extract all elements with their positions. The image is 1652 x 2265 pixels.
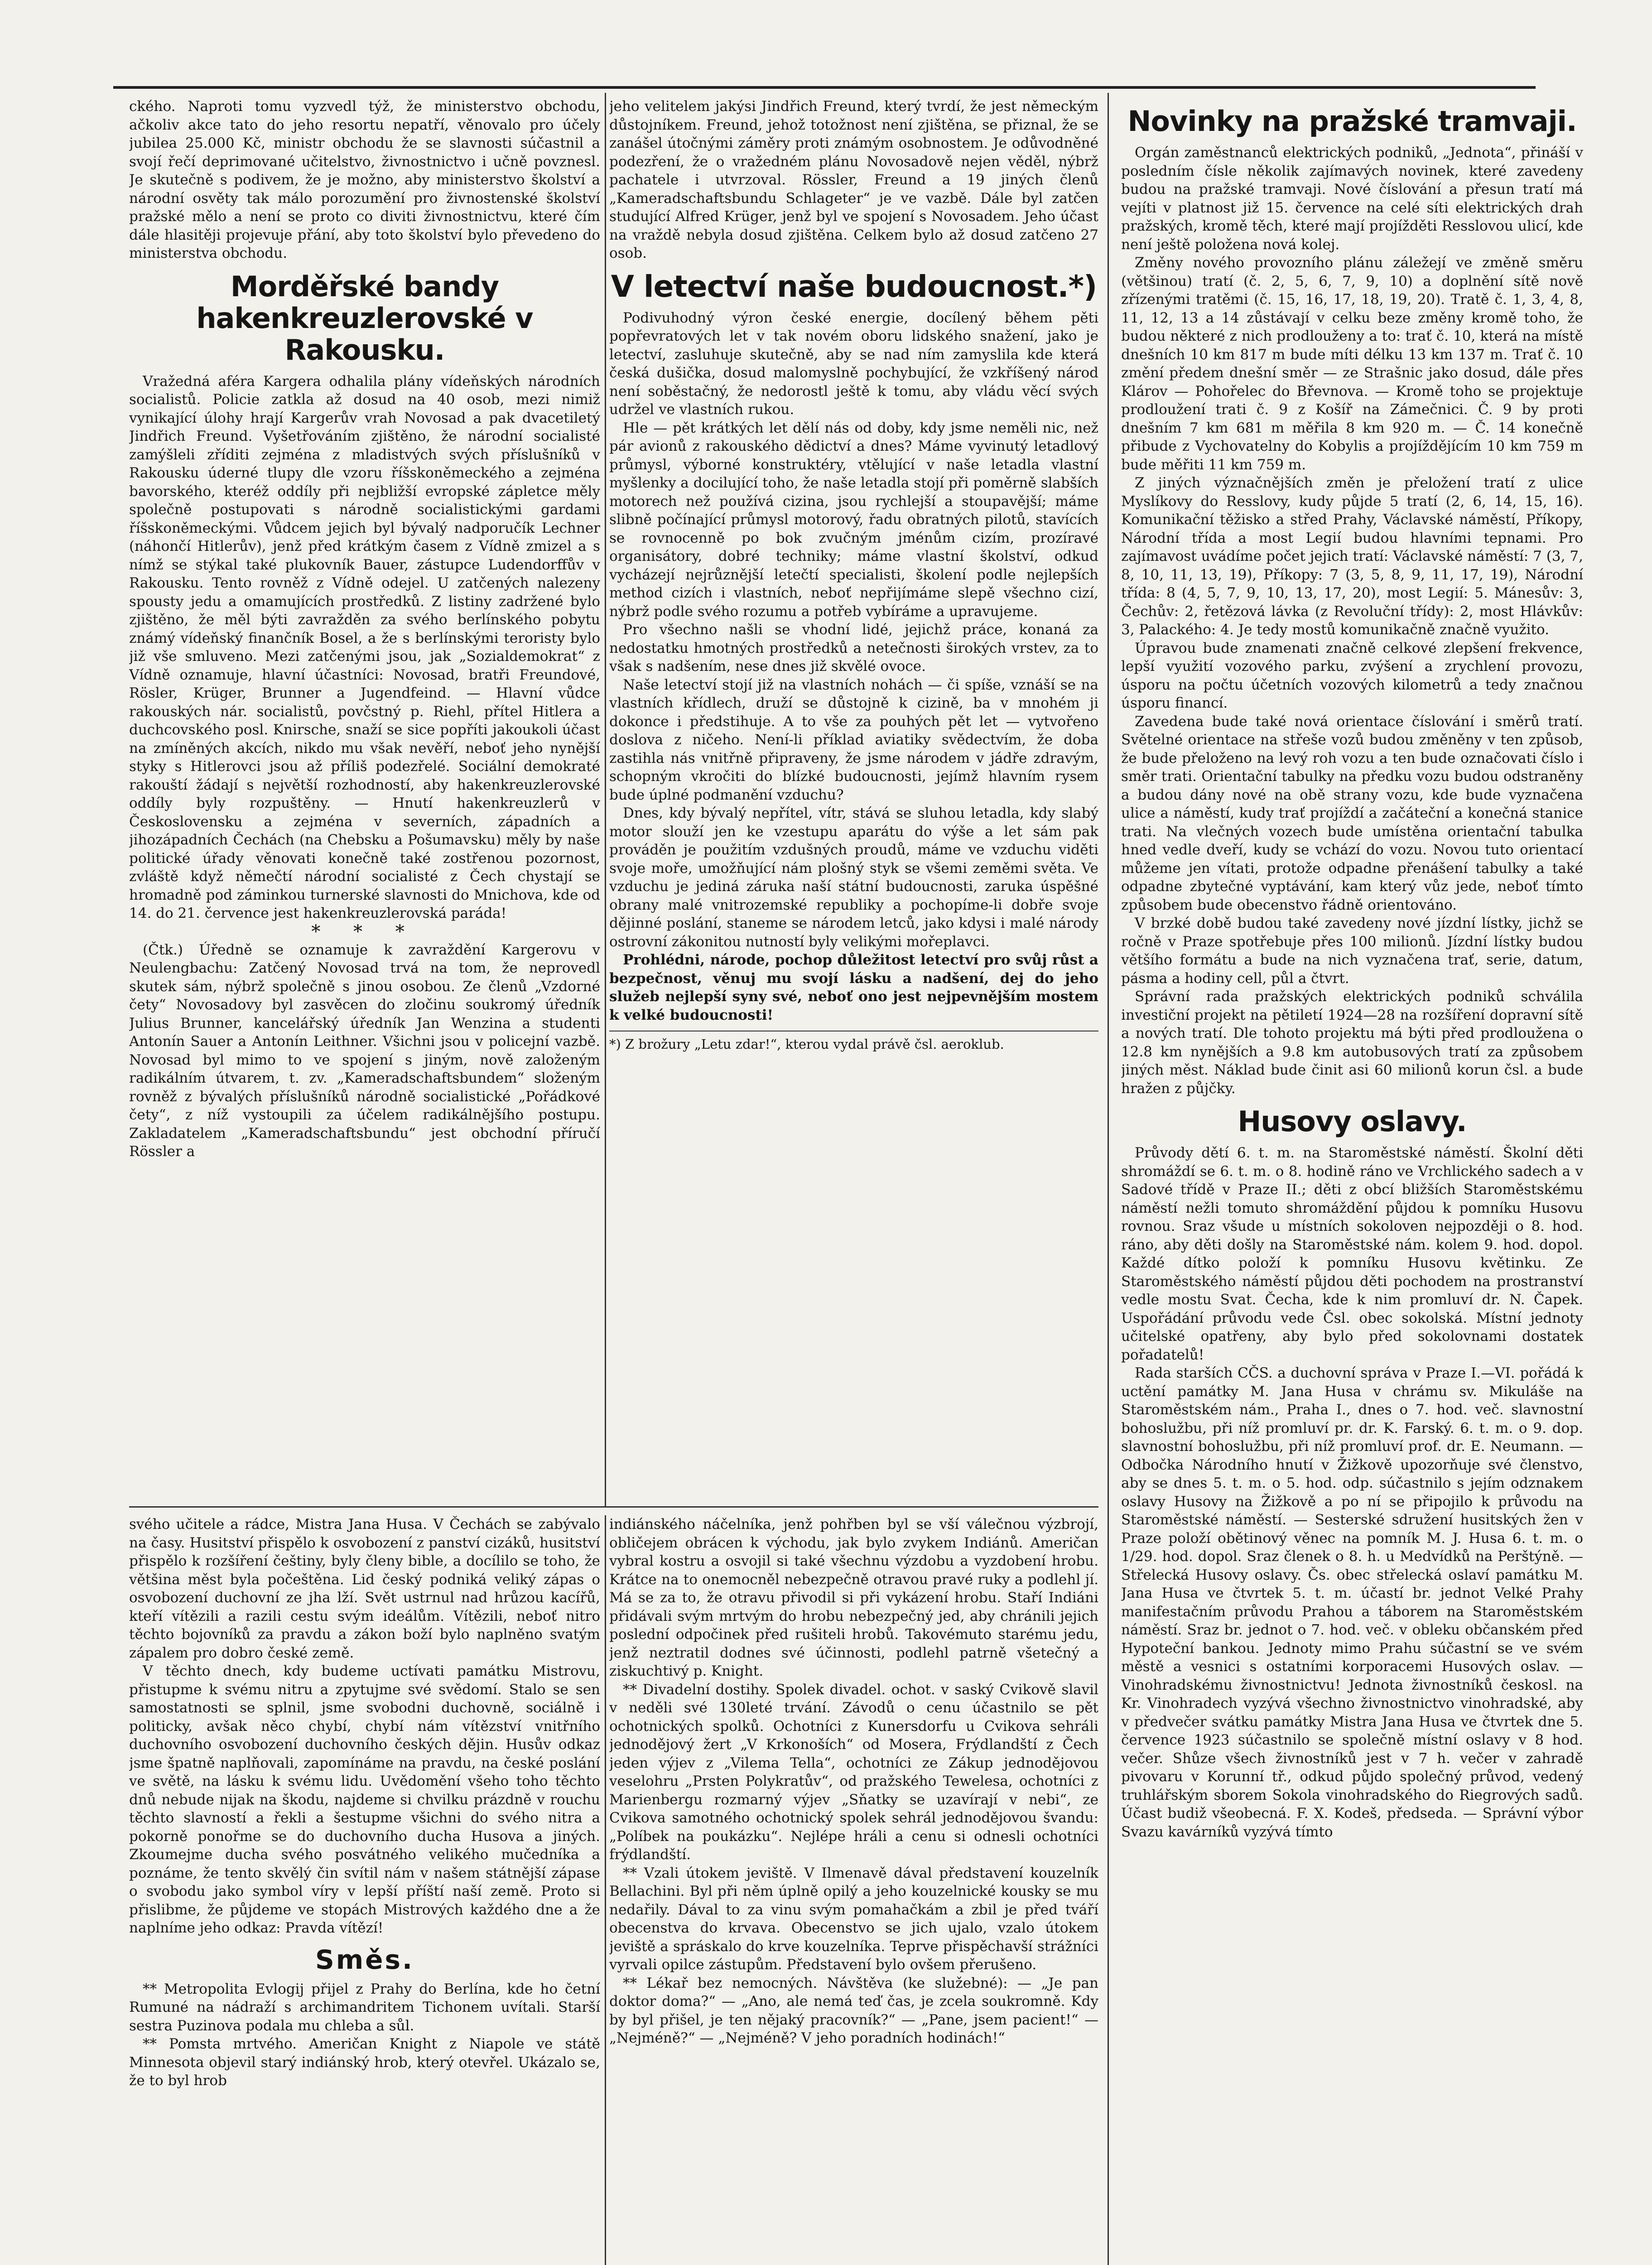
news-item: ** Lékař bez nemocných. Návštěva (ke služebné): — „Je pan doktor doma?“ — „Ano, ale nemá teď čas, je zcela soukromně. Kdy by byl přišel, je ten nějaký pracovník?“ — „Pane, jsem pacient!“ — „Nejméně?“ — „Nejméně? V jeho poradních hodinách!“ bbox=[609, 1975, 1098, 2046]
column-divider bbox=[605, 93, 606, 1506]
article-paragraph: Naše letectví stojí již na vlastních nohách — či spíše, vznáší se na vlastních křídlech, druží se důstojně k cizině, ba v mnohém ji dokonce i předstihuje. A to vše za pouhých pět let — vytvořeno doslova z ničeho. Není-li příklad aviatiky svědectvím, že doba zastihla nás vnitřně připraveny, že jsme národem v jádře zdravým, schopným vkročiti do blízké budoucnosti, jejímž hlavním rysem bude úplné podmanění vzduchu? bbox=[609, 676, 1098, 803]
article-paragraph: Pro všechno našli se vhodní lidé, jejichž práce, konaná za nedostatku hmotných prostředků a netečnosti širokých vrstev, za to však s nadšením, nese dnes již skvělé ovoce. bbox=[609, 622, 1098, 675]
article-paragraph: Změny nového provozního plánu záležejí ve změně směru (většinou) tratí (č. 2, 5, 6, 7, 9, 10) a doplnění sítě nově zřízenými tratěmi (č. 15, 16, 17, 18, 19, 20). Tratě č. 1, 3, 4, 8, 11, 12, 13 a 14 zůstávají v celku beze změny kromě toho, že budou některé z nich prodlouženy a to: trať č. 10, která na místě dnešních 10 km 817 m bude míti délku 13 km 137 m. Trať č. 10 změní předem dnešní směr — ze Strašnic jako dosud, dále přes Klárov — Pohořelec do Břevnova. — Kromě toho se projektuje prodloužení trati č. 9 z Košíř na Zámečnici. Č. 9 by proti dnešním 7 km 681 m měřila 8 km 920 m. — Č. 14 konečně přibude z Vychovatelny do Kobylis a projíždějícím 10 km 759 m bude měřiti 11 km 759 m. bbox=[1121, 255, 1583, 473]
article-paragraph: Rada starších CČS. a duchovní správa v Praze I.—VI. pořádá k uctění památky M. Jana Husa v chrámu sv. Mikuláše na Staroměstském nám., Praha I., dnes o 7. hod. več. slavnostní bohoslužbu, při níž promluví pr. dr. K. Farský. 6. t. m. o 9. dop. slavnostní bohoslužbu, při níž promluví prof. dr. E. Neumann. — Odbočka Národního hnutí v Žižkově upozorňuje své členstvo, aby se dnes 5. t. m. o 5. hod. odp. súčastnilo s jejím odznakem oslavy Husovy na Žižkově a po ní se připojilo k průvodu na Staroměstské náměstí. — Sesterské sdružení husitských žen v Praze položí obětinový věnec na pomník M. J. Husa 6. t. m. o 1/29. hod. dopol. Sraz členek o 8. h. u Medvídků na Perštýně. — Střelecká Husovy oslavy. Čs. obec střelecká oslaví památku M. Jana Husa ve čtvrtek 5. t. m. účastí br. jednot Velké Prahy manifestačním průvodu Prahou a táborem na Staroměstském náměstí. Sraz br. jednot o 7. hod. več. v obleku občanském před Hypoteční bankou. Jednoty mimo Prahu súčastní se ve svém městě a vesnici s ostatními korporacemi Husových oslav. — Vinohradskému živnostnictvu! Jednota živnostníků českosl. na Kr. Vinohradech vyzývá všechno živnostnictvo vinohradské, aby v předvečer svátku památky Mistra Jana Husa ve čtvrtek dne 5. července 1923 súčastnilo se společně místní oslavy v 8 hod. večer. Shůze všech živnostníků jest v 7 h. večer v zahradě pivovaru v Korunní tř., odkud půjdo společný průvod, vedený truhlářským sborem Sokola vinohradského do Riegrových sadů. Účast budiž všeobecná. F. X. Kodeš, předseda. — Správní výbor Svazu kavárníků vyzývá tímto bbox=[1121, 1365, 1583, 1840]
headline-husovy-oslavy: Husovy oslavy. bbox=[1238, 1105, 1467, 1138]
article-paragraph: Průvody dětí 6. t. m. na Staroměstské náměstí. Školní děti shromáždí se 6. t. m. o 8. hodině ráno ve Vrchlického sadech a v Sadové třídě v Praze II.; děti z obcí bližších Staroměstskému náměstí nežli tomuto shromáždění půjdou k pomníku Husovu rovnou. Sraz všude u místních sokoloven nejpozději o 8. hod. ráno, aby děti došly na Staroměstské nám. kolem 9. hod. dopol. Každé dítko položí k pomníku Husovu květinku. Ze Staroměstského náměstí půjdou děti pochodem na prostranství vedle mostu Svat. Čecha, kde k nim promluví dr. N. Čapek. Uspořádání průvodu vede Čsl. obec sokolská. Místní jednoty učitelské opatřeny, aby bylo před sokolovnami dostatek pořadatelů! bbox=[1121, 1145, 1583, 1363]
news-item: ** Metropolita Evlogij přijel z Prahy do Berlína, kde ho četní Rumuné na nádraží s archimandritem Tichonem uvítali. Starší sestra Puzinova podala mu chleba a sůl. bbox=[129, 1981, 600, 2034]
article-paragraph: Dnes, kdy bývalý nepřítel, vítr, stává se sluhou letadla, kdy slabý motor slouží jen ke vzestupu aparátu do výše a let sám pak prováděn je použitím vzdušných proudů, máme ve vzduchu viděti svoje moře, umožňující nám plošný styk se všemi zeměmi světa. Ve vzduchu je jediná záruka naší státní budoucnosti, zaruka úspěšné obrany malé vnitrozemské republiky a pochopíme-li dobře svoje dějinné poslání, staneme se národem letců, jako kdysi i malé národy ostrovní zákonitou nutností byly velikými mořeplavci. bbox=[609, 805, 1098, 950]
article-paragraph: V těchto dnech, kdy budeme uctívati památku Mistrovu, přistupme k svému nitru a zpytujme své svědomí. Stalo se sen samostatnosti se splnil, jsme svobodni duchovně, sociálně i politicky, avšak něco chybí, chybí nám vítězství vnitřního duchovního osvobození duchovního českých dějin. Husův odkaz jsme špatně naplňovali, zapomínáme na pravdu, na české poslání ve světě, na lásku k svému lidu. Uvědomění všeho toho těchto dnů nebude nijak na škodu, najdeme si chvilku prázdně v rouchu těchto slavností a řekli a šestupme všichni do svého nitra a pokorně ponořme se do duchovního ducha Husova a jiných. Zkoumejme ducha svého posvátného velikého mučedníka a poznáme, že tento skvělý čin svítil nám v našem státnější zápase o svobodu jako symbol víry v lepší příští naší země. Proto si přislibme, že půjdeme ve stopách Mistrových každého dne a že naplníme jeho odkaz: Pravda vítězí! bbox=[129, 1663, 600, 1936]
news-item: ** Vzali útokem jeviště. V Ilmenavě dával představení kouzelník Bellachini. Byl při něm úplně opilý a jeho kouzelnické kousky se mu nedařily. Dával to za vinu svým pomahačkám a zbil je před tváří obecenstva do krvava. Obecenstvo se jich ujalo, vzalo útokem jeviště a spráskalo do krve kouzelníka. Teprve přispěchavší strážníci vyrvali opilce zástupům. Představení bylo ovšem přerušeno. bbox=[609, 1865, 1098, 1973]
article-paragraph-bold: Prohlédni, národe, pochop důležitost letectví pro svůj růst a bezpečnost, věnuj mu svojí lásku a nadšení, dej do jeho služeb nejlepší syny své, neboť ono jest nejpevnějším mostem k velké budoucnosti! bbox=[609, 952, 1098, 1023]
article-continuation: indiánského náčelníka, jenž pohřben byl se vší válečnou výzbrojí, obličejem obrácen k východu, jak bylo zvykem Indiánů. Američan vybral kostru a osvojil si také všechnu výzdobu a vyzdobení hrobu. Krátce na to onemocněl nebezpečně otravou pravé ruky a podlehl jí. Má se za to, že otravu přivodil si při vykázení hrobu. Staří Indiáni přidávali svým mrtvým do hrobu nebezpečný jed, aby chránili jejich poslední odpočinek před rušiteli hrobů. Takovémuto starému jedu, jenž neztratil dodnes své účinnosti, podlehl patrně všetečný a ziskuchtivý p. Knight. bbox=[609, 1516, 1098, 1679]
section-divider bbox=[129, 1506, 1098, 1508]
bottom-section bbox=[129, 1515, 1098, 2265]
news-item: ** Pomsta mrtvého. Američan Knight z Niapole ve státě Minnesota objevil starý indiánský hrob, který otevřel. Ukázalo se, že to byl hrob bbox=[129, 2036, 600, 2089]
article-paragraph: Podivuhodný výron české energie, docílený během pěti popřevratových let v tak novém oboru lidského snažení, jako je letectví, zasluhuje skutečně, aby se nad ním zamyslila kde která česká dušička, dosud malomyslně pochybující, že vzkříšený národ není soběstačný, že nedorostl ještě k tomu, aby vládu věcí svých udržel ve vlastních rukou. bbox=[609, 309, 1098, 418]
column-1 bbox=[129, 97, 600, 1475]
article-paragraph: (Čtk.) Úředně se oznamuje k zavraždění Kargerovu v Neulengbachu: Zatčený Novosad trvá na tom, že neprovedl skutek sám, nýbrž společně s jinou osobou. Ze členů „Vzdorné čety“ Novosadovy byl zasvěcen do zločinu soukromý úředník Julius Brunner, kancelářský úředník Jan Wenzina a studenti Antonín Sauer a Antonín Leithner. Všichni jsou v policejní vazbě. Novosad byl mimo to ve spojení s jiným, nově založeným radikálním útvarem, t. zv. „Kameradschaftsbundem“ složeným rovněž z bývalých příslušníků národně socialistické „Pořádkové čety“, z níž vystoupili za účelem radikálnějšího postupu. Zakladatelem „Kameradschaftsbundu“ jest obchodní příručí Rössler a bbox=[129, 941, 600, 1160]
article-paragraph: Správní rada pražských elektrických podniků schválila investiční projekt na pětiletí 1924—28 na rozšíření dopravní sítě a nových tratí. Dle tohoto projektu má býti před prodloužena o 12.8 km nynějších a 9.8 km autobusových tratí za způsobem jiných měst. Náklad bude činit asi 60 milionů korun čsl. a bude hražen z půjčky. bbox=[1121, 988, 1583, 1097]
column-divider bbox=[1108, 93, 1109, 2265]
article-paragraph: Úpravou bude znamenati značně celkové zlepšení frekvence, lepší využití vozového parku, zvýšení a zrychlení provozu, úsporu na počtu účetních vozových kilometrů a tedy značnou úsporu financí. bbox=[1121, 640, 1583, 711]
headline-tramvaj: Novinky na pražské tramvaji. bbox=[1127, 105, 1577, 138]
article-paragraph: Zavedena bude také nová orientace číslování i směrů tratí. Světelné orientace na střeše vozů budou změněny v ten způsob, že bude přeloženo na levý roh vozu a ten bude označovati číslo i směr trati. Orientační tabulky na předku vozu budou odstraněny a budou dány nové na obě strany vozu, kde bude vyznačena ulice a náměstí, kudy trať projíždí a začáteční a konečná stanice trati. Na vlečných vozech bude umístěna orientační tabulka hned vedle dveří, kudy se vchází do vozu. Novou tuto orientací můžeme jen vítati, protože odpadne přenášení tabulky a také odpadne zbytečné vyptávání, kam který vůz jede, neboť tímto způsobem bude obecenstvo řádně orientováno. bbox=[1121, 713, 1583, 913]
article-continuation: jeho velitelem jakýsi Jindřich Freund, který tvrdí, že jest německým důstojníkem. Freund, jehož totožnost není zjištěna, se přiznal, že se zanášel útočnými záměry proti známým osobnostem. Je odůvodněné podezření, že o vražedném plánu Novosadově nejen věděl, nýbrž pachatele i utvrzoval. Rössler, Freund a 19 jiných členů „Kameradschaftsbundu Schlageter“ je ve vazbě. Dále byl zatčen studující Alfred Krüger, jenž byl ve spojení s Novosadem. Jeho účast na vraždě nebyla dosud zjištěna. Celkem bylo až dosud zatčeno 27 osob. bbox=[609, 98, 1098, 261]
article-paragraph: V brzké době budou také zavedeny nové jízdní lístky, jichž se ročně v Praze spotřebuje přes 100 milionů. Jízdní lístky budou většího formátu a bude na nich vyznačena trať, serie, datum, pásma a hodiny cell, půl a čtvrt. bbox=[1121, 915, 1583, 987]
headline-smes: Směs. bbox=[315, 1944, 414, 1975]
article-paragraph: Orgán zaměstnanců elektrických podniků, „Jednota“, přináší v posledním čísle několik zajímavých novinek, které zavedeny budou na pražské tramvaji. Nové číslování a přesun tratí má vejíti v platnost již 15. července na celé síti elektrických drah pražských, kromě těch, které mají projížděti Resslovou ulicí, kde není ještě položena nová kolej. bbox=[1121, 145, 1583, 253]
separator-stars: * * * bbox=[311, 921, 418, 942]
column-4 bbox=[129, 1515, 600, 2265]
top-rule bbox=[113, 86, 1536, 89]
footnote: *) Z brožury „Letu zdar!“, kterou vydal právě čsl. aeroklub. bbox=[609, 1031, 1098, 1054]
column-5 bbox=[609, 1515, 1098, 2265]
news-item: ** Divadelní dostihy. Spolek divadel. ochot. v saský Cvikově slavil v neděli své 130leté trvání. Závodů o cenu účastnilo se pět ochotnických spolků. Ochotníci z Kunersdorfu u Cvikova sehráli jednodějový žert „V Krkonoších“ od Mosera, Frýdlandští z Čech jeden výjev z „Vilema Tella“, ochotníci ze Zákup jednodějovou veselohru „Prsten Polykratův“, od pražského Tewelesa, ochotníci z Marienbergu rozmarný výjev „Sňatky se uzavírají v nebi“, ze Cvikova samotného ochotnický spolek sehrál jednodějovou švandu: „Políbek na poukázku“. Nejlépe hráli a cenu si odnesli ochotníci frýdlandští. bbox=[609, 1681, 1098, 1863]
column-3 bbox=[1121, 97, 1583, 2265]
headline-letectvi: V letectví naše budoucnost.*) bbox=[611, 269, 1097, 304]
article-paragraph: Z jiných význačnějších změn je přeložení tratí z ulice Myslíkovy do Resslovy, kudy půjde 5 tratí (2, 6, 14, 15, 16). Komunikační těžisko a střed Prahy, Václavské náměstí, Příkopy, Národní třída a most Legií budou hlavními tepnami. Pro zajímavost uvádíme počet jejich tratí: Václavské náměstí: 7 (3, 7, 8, 10, 11, 13, 19), Příkopy: 7 (3, 5, 8, 9, 11, 17, 19), Národní třída: 8 (4, 5, 7, 9, 10, 13, 17, 20), most Legií: 5. Mánesův: 3, Čechův: 2, řetězová lávka (z Revoluční třídy): 2, most Hlávkův: 3, Palackého: 4. Je tedy mostů komunikačně značně využito. bbox=[1121, 475, 1583, 638]
article-continuation: ckého. Naproti tomu vyzvedl týž, že ministerstvo obchodu, ačkoliv akce tato do jeho resortu nepatří, věnovalo pro účely jubilea 25.000 Kč, ministr obchodu že se slavnosti súčastnil a svojí řečí deprimované učitelstvo, živnostnictvo i učně povznesl. Je skutečně s podivem, že je možno, aby ministerstvo školství a národní osvěty tak málo porozumění pro živnostenské školství pražské mělo a není se proto co diviti živnostnictvu, které čím dále hlasitěji projevuje přání, aby toto školství bylo převedeno do ministerstva obchodu. bbox=[129, 98, 600, 261]
article-paragraph: Vražedná aféra Kargera odhalila plány vídeňských národních socialistů. Policie zatkla až dosud na 40 osob, mezi nimiž vynikající úlohy hrají Kargerův vrah Novosad a pak dvacetiletý Jindřich Freund. Vyšetřováním zjištěno, že národní socialisté zamýšleli zříditi zejména z mladistvých svých příslušníků v Rakousku úderné tlupy dle vzoru říšskoněmeckého a zejména bavorského, kteréž oddíly při nejbližší evropské zápletce měly společně postupovati s národně socialistickými gardami říšskoněmeckými. Vůdcem jejich byl bývalý nadporučík Lechner (náhončí Hitlerův), jenž před krátkým časem z Vídně zmizel a s nímž se stýkal také plukovník Bauer, zástupce Ludendorffův v Rakousku. Tento rovněž z Vídně odejel. U zatčených nalezeny spousty jedu a omamujících prostředků. Z listiny zadržené bylo zjištěno, že měl býti zavražděn za svého berlínského pobytu známý vídeňský finančník Bosel, a že s berlínskými teroristy bylo již vše smluveno. Mezi zatčenými jsou, jak „Sozialdemokrat“ z Vídně oznamuje, hlavní účastníci: Novosad, bratři Freundové, Rösler, Krüger, Brunner a Jugendfeind. — Hlavní vůdce rakouských nár. socialistů, povčstný p. Riehl, přítel Hitlera a duchcovského posl. Knirsche, snaží se sice popříti jakoukoli účast na zmíněných akcích, nikdo mu však nevěří, neboť jeho nynější styky s Hitlerovci jsou až příliš podezřelé. Sociální demokraté rakouští žádají s největší rozhodností, aby hakenkreuzlerovské oddíly byly rozpuštěny. — Hnutí hakenkreuzlerů v Československu a zejména v severních, západních a jihozápadních Čechách (na Chebsku a Pošumavsku) měly by naše politické úřady věnovati konečně také zostřenou pozornost, zvláště když němečtí národní socialisté z Čech chystají se hromadně pod záminkou turnerské slavnosti do Mnichova, kde od 14. do 21. července jest hakenkreuzlerovská paráda! bbox=[129, 373, 600, 921]
article-paragraph: Hle — pět krátkých let dělí nás od doby, kdy jsme neměli nic, než pár avionů z rakouského dědictví a dnes? Máme vyvinutý letadlový průmysl, výborné konstruktéry, vtělující v naše letadla vlastní myšlenky a docilující toho, že naše letadla stojí při poměrně slabších motorech než používá cizina, jsou rychlejší a stoupavější; máme slibně počínající průmysl motorový, řadu obratných pilotů, stavících se rovnocenně po bok zvučným jménům cizím, prozíravé organisátory, dobré techniky; máme vlastní školství, odkud vycházejí nejrůznější letečtí specialisti, školení podle nejlepších method cizích i vlastních, neboť nepřijímáme slepě všechno cizí, nýbrž podle svého rozumu a potřeb vybíráme a upravujeme. bbox=[609, 419, 1098, 620]
headline-hakenkreuzler: Morděřské bandy hakenkreuzlerovské v Rakousku. bbox=[196, 270, 533, 366]
article-continuation: svého učitele a rádce, Mistra Jana Husa. V Čechách se zabývalo na časy. Husitství přispělo k osvobození z panství cizáků, husitství přispělo k rozšíření češtiny, byly členy bible, a docílilo se toho, že většina měst byla počeštěna. Lid český podniká veliký zápas o osvobození duchovní ze jha lží. Svět ustrnul nad hrůzou kacířů, kteří vítězili a razili cestu svým ideálům. Vítězili, neboť nitro těchto bojovníků za pravdu a zákon boží bylo naplněno svatým zápalem pro dobro české země. bbox=[129, 1516, 600, 1661]
column-2 bbox=[609, 97, 1098, 1475]
